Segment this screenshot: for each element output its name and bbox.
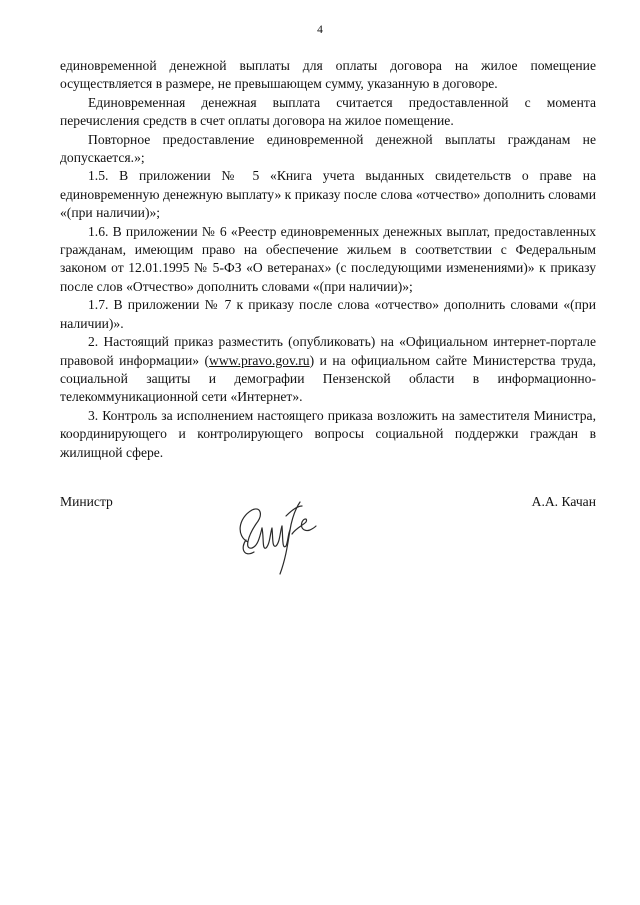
paragraph: Повторное предоставление единовременной денежной выплаты гражданам не допускается.»;	[60, 131, 596, 166]
handwritten-signature	[226, 488, 326, 580]
document-body	[60, 57, 596, 462]
page-number: 4	[317, 24, 323, 36]
paragraph-continuation: единовременной денежной выплаты для оплаты договора на жилое помещение осуществляется в размере, не превышающем сумму, указанную в договоре.	[60, 58, 596, 92]
pravo-gov-link[interactable]: www.pravo.gov.ru	[209, 352, 310, 368]
item-2-text-before: 2. Настоящий приказ разместить (опубликовать) на «Официальном интернет-портале правовой информации» (	[60, 334, 596, 368]
signatory-name: А.А. Качан	[531, 494, 596, 509]
item-3: 3. Контроль за исполнением настоящего приказа возложить на заместителя Министра, координирующего и контролирующего вопросы социальной поддержки граждан в жилищной сфере.	[60, 407, 596, 460]
paragraph: Единовременная денежная выплата считается предоставленной с момента перечисления средств в счет оплаты договора на жилое помещение.	[60, 94, 596, 129]
signature-block	[60, 494, 596, 514]
signatory-title: Министр	[60, 494, 113, 509]
item-2	[60, 333, 596, 407]
item-1-6: 1.6. В приложении № 6 «Реестр единовременных денежных выплат, предоставленных гражданам, имеющим право на обеспечение жильем в соответствии с Федеральным законом от 12.01.1995 № 5-ФЗ «О ветеранах» (с последующими изменениями)» к приказу после слов «Отчество» дополнить словами «(при наличии)»;	[60, 223, 596, 294]
item-2-text-after: ) и на официальном сайте Министерства труда, социальной защиты и демографии Пензенской области в информационно-телекоммуникационной сети «Интернет».	[60, 352, 596, 405]
item-1-7: 1.7. В приложении № 7 к приказу после слова «отчество» дополнить словами «(при наличии)».	[60, 297, 596, 331]
item-1-5: 1.5. В приложении № 5 «Книга учета выданных свидетельств о праве на единовременную денежную выплату» к приказу после слова «отчество» дополнить словами «(при наличии)»;	[60, 168, 596, 221]
